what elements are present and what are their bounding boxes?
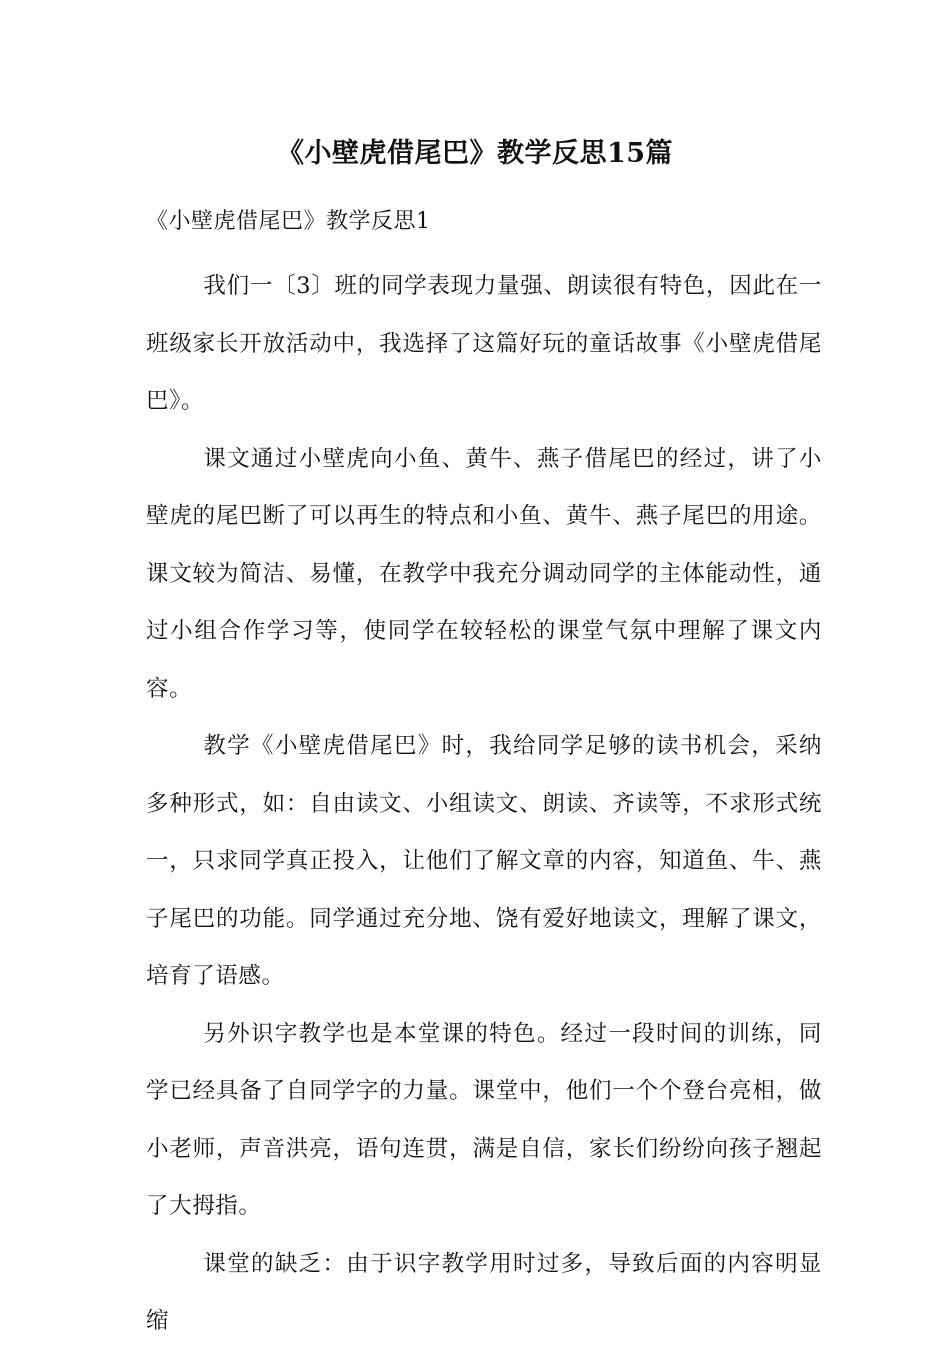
paragraph-3: 教学《小壁虎借尾巴》时，我给同学足够的读书机会，采纳多种形式，如：自由读文、小组读文、朗读、齐读等，不求形式统一，只求同学真正投入，让他们了解文章的内容，知道鱼、牛、燕子尾巴的功能。同学通过充分地、饶有爱好地读文，理解了课文，培育了语感。 [146,733,822,989]
section-heading: 《小壁虎借尾巴》教学反思1 [146,209,431,234]
document-title: 《小壁虎借尾巴》教学反思15篇 [276,138,674,169]
document-body [146,258,822,1351]
paragraph-2: 课文通过小壁虎向小鱼、黄牛、燕子借尾巴的经过，讲了小壁虎的尾巴断了可以再生的特点和小鱼、黄牛、燕子尾巴的用途。课文较为简洁、易懂，在教学中我充分调动同学的主体能动性，通过小组合作学习等，使同学在较轻松的课堂气氛中理解了课文内容。 [146,445,822,702]
paragraph-4: 另外识字教学也是本堂课的特色。经过一段时间的训练，同学已经具备了自同学字的力量。课堂中，他们一个个登台亮相，做小老师，声音洪亮，语句连贯，满是自信，家长们纷纷向孩子翘起了大拇指。 [146,1020,822,1219]
paragraph-5: 课堂的缺乏：由于识字教学用时过多，导致后面的内容明显缩 [146,1250,822,1334]
paragraph-1: 我们一〔3〕班的同学表现力量强、朗读很有特色，因此在一班级家长开放活动中，我选择了这篇好玩的童话故事《小壁虎借尾巴》。 [146,273,822,414]
